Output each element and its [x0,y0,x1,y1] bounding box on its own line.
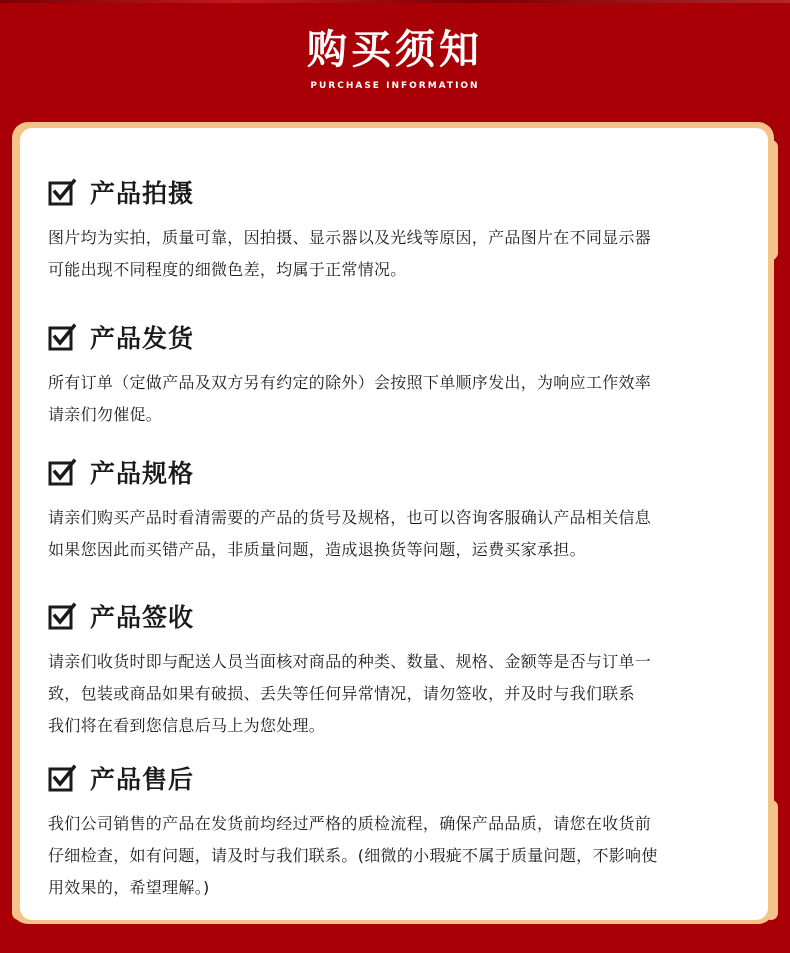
body-line: 请亲们收货时即与配送人员当面核对商品的种类、数量、规格、金额等是否与订单一 [48,652,652,671]
body-line: 请亲们购买产品时看清需要的产品的货号及规格，也可以咨询客服确认产品相关信息 [48,508,652,527]
section-title: 产品签收 [90,603,195,632]
section-header [48,452,748,492]
section-body [48,222,748,286]
section-shipping [48,317,748,431]
section-body [48,646,748,742]
section-title: 产品拍摄 [90,179,195,208]
section-specification [48,452,748,566]
body-line: 请亲们勿催促。 [48,405,163,424]
body-line: 用效果的，希望理解。) [48,878,210,897]
checkbox-check-icon [48,178,76,206]
section-body [48,502,748,566]
section-photography [48,172,748,286]
section-body [48,808,748,904]
section-header [48,172,748,212]
checkbox-check-icon [48,458,76,486]
body-line: 可能出现不同程度的细微色差，均属于正常情况。 [48,260,407,279]
section-title: 产品发货 [90,324,195,353]
body-line: 所有订单（定做产品及双方另有约定的除外）会按照下单顺序发出，为响应工作效率 [48,373,652,392]
checkbox-check-icon [48,602,76,630]
body-line: 如果您因此而买错产品，非质量问题，造成退换货等问题，运费买家承担。 [48,540,586,559]
body-line: 我们将在看到您信息后马上为您处理。 [48,716,326,735]
section-header [48,596,748,636]
section-title: 产品售后 [90,765,195,794]
section-after-sales [48,758,748,904]
section-receipt [48,596,748,742]
section-header [48,317,748,357]
body-line: 仔细检查，如有问题，请及时与我们联系。(细微的小瑕疵不属于质量问题，不影响使 [48,846,658,865]
body-line: 我们公司销售的产品在发货前均经过严格的质检流程，确保产品品质，请您在收货前 [48,814,652,833]
checkbox-check-icon [48,323,76,351]
body-line: 致，包装或商品如果有破损、丢失等任何异常情况，请勿签收，并及时与我们联系 [48,684,635,703]
page-subtitle: PURCHASE INFORMATION [310,81,480,91]
section-header [48,758,748,798]
section-title: 产品规格 [90,459,195,488]
section-body [48,367,748,431]
checkbox-check-icon [48,764,76,792]
body-line: 图片均为实拍，质量可靠，因拍摄、显示器以及光线等原因，产品图片在不同显示器 [48,228,652,247]
header [0,0,790,120]
page-title: 购买须知 [307,27,483,73]
